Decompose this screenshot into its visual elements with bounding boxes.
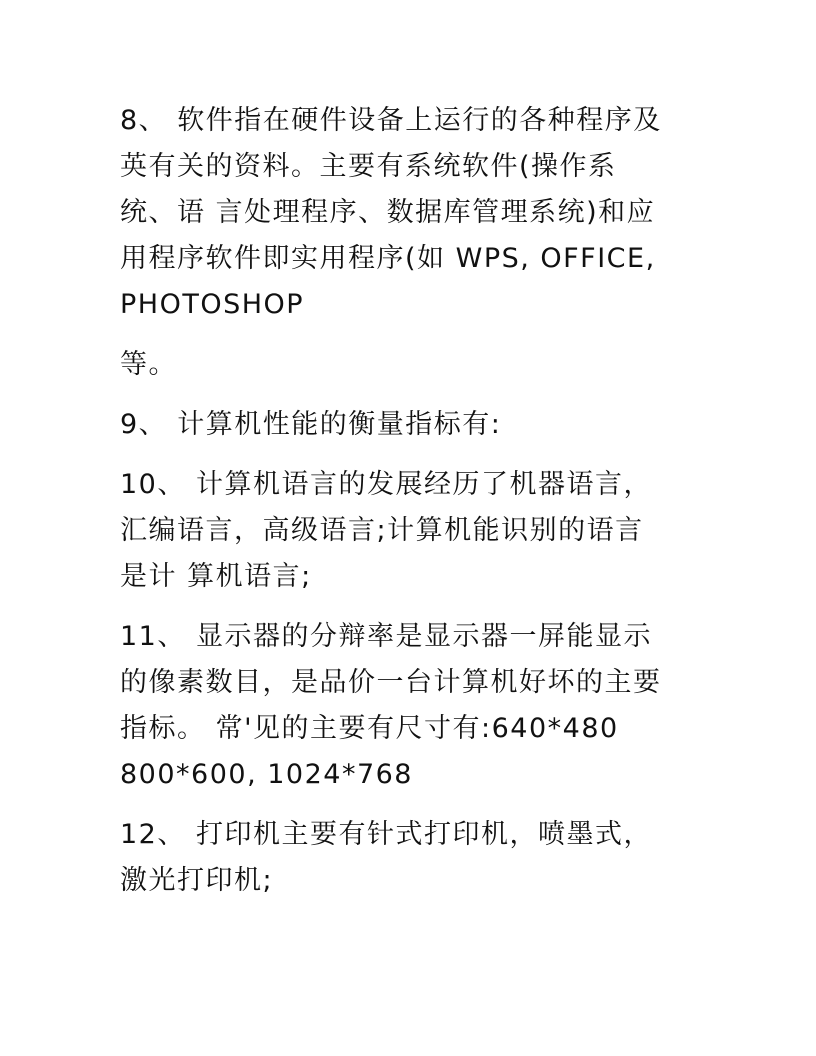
text-line: 英有关的资料。主要有系统软件(操作系 [120,151,617,182]
text-line: 统、语 言处理程序、数据库管理系统)和应 [120,197,656,228]
text-line: 用程序软件即实用程序(如 WPS, OFFICE, [120,243,656,274]
text-line: 等。 [120,349,177,380]
text-line: 10、 计算机语言的发展经历了机器语言， [120,469,652,500]
paragraph-item-9 [120,402,700,448]
paragraph-item-8 [120,98,700,328]
text-line: 激光打印机; [120,865,274,896]
text-line: 12、 打印机主要有针式打印机，喷墨式， [120,819,652,850]
paragraph-continuation [120,342,700,388]
text-line: 9、 计算机性能的衡量指标有: [120,409,502,440]
paragraph-item-12 [120,812,700,904]
text-line: 的像素数目，是品价一台计算机好坏的主要 [120,667,662,698]
text-line: 8、 软件指在硬件设备上运行的各种程序及 [120,105,662,136]
text-line: 指标。 常'见的主要有尺寸有:640*480 [120,713,619,744]
text-line: 11、 显示器的分辩率是显示器一屏能显示 [120,621,652,652]
text-line: 800*600, 1024*768 [120,759,413,790]
paragraph-item-10 [120,462,700,600]
paragraph-item-11 [120,614,700,798]
document-body [120,98,700,918]
text-line: 是计 算机语言; [120,561,312,592]
text-line: PHOTOSHOP [120,289,305,320]
text-line: 汇编语言，高级语言;计算机能识别的语言 [120,515,644,546]
